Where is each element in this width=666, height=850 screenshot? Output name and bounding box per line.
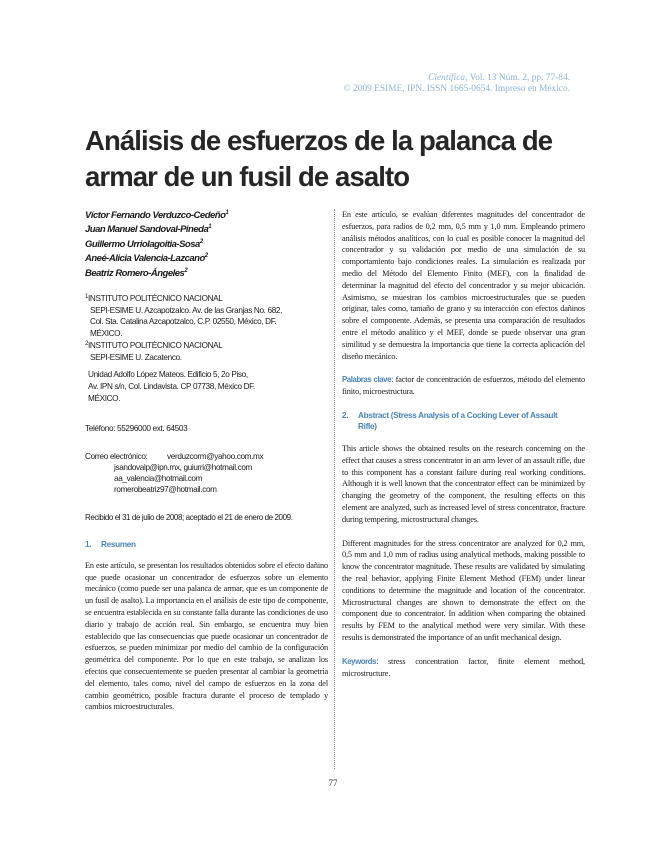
abstract-paragraph-2: Different magnitudes for the stress concentrator are analyzed for 0,2 mm, 0,5 mm and 1,0 mm of radius using analytical methods, making possible to know the concentrator magnitude. These results are validated by simulating the real behavior, applying Finite Element Method (FEM) under linear conditions to determine the magnitude and location of the concentrator. Microstructural changes are shown to demonstrate the effect on the component due to concentrator. In addition when comparing the obtained results by FEM to the analytical method were very similar. With these results is demonstrated the importance of an unfit mechanical design. xyxy=(342,538,585,642)
affiliation-2-line: Av. IPN s/n, Col. Lindavista. CP 07738, México DF. xyxy=(88,381,255,391)
affiliations xyxy=(85,293,328,404)
article-title xyxy=(85,123,585,195)
affiliation-1-line: Col. Sta. Catalina Azcapotzalco, C.P. 02550, México, DF. xyxy=(90,317,277,327)
abstract-heading: 2. Abstract (Stress Analysis of a Cocking Lever of Assault Rifle) xyxy=(342,410,558,432)
palabras-clave-label: Palabras clave: xyxy=(342,375,394,385)
resumen-heading: 1. Resumen xyxy=(85,540,136,550)
right-column xyxy=(342,209,585,679)
palabras-clave xyxy=(342,374,585,398)
email-block xyxy=(85,451,328,495)
email-label: Correo electrónico: xyxy=(85,452,148,462)
resumen-continuation: En este artículo, se evalúan diferentes magnitudes del concentrador de esfuerzos, para radios de 0,2 mm, 0,5 mm y 1,0 mm. Empleando primero análisis métodos analíticos, con lo cual es posible conocer la magnitud del concentrador y su validación por medio de una simulación de su comportamiento bajo condiciones reales. La simulación es realizada por medio del Método del Elemento Finito (MEF), con la finalidad de determinar la magnitud del efecto del concentrador y su mejor ubicación. Asimismo, se muestran los cambios microestructurales que se pueden originar, tales como, tamaño de grano y su interacción con efectos dañinos sobre el componente. Además, se presenta una comparación de resultados entre el método analítico y el MEF, donde se puede observar una gran similitud y se demuestra la importancia que tiene la correcta aplicación del diseño mecánico. xyxy=(342,210,585,361)
title-line-1: Análisis de esfuerzos de la palanca de xyxy=(85,125,553,156)
affiliation-2-line: SEPI-ESIME U. Zacatenco. xyxy=(90,352,182,362)
palabras-clave-text: factor de concentración de esfuerzos, método del elemento finito, microestructura. xyxy=(342,375,585,397)
journal-name: Científica xyxy=(428,73,466,83)
affiliation-2-line: MÉXICO. xyxy=(88,393,121,403)
affiliation-1-line: MÉXICO. xyxy=(90,329,123,339)
title-line-2: armar de un fusil de asalto xyxy=(85,161,410,192)
author: Guillermo Urriolagoitia-Sosa$^2$ xyxy=(85,238,203,250)
journal-issue: , Vol. 13 Núm. 2, pp. 77-84. xyxy=(465,73,570,83)
journal-citation xyxy=(344,73,570,84)
email-link[interactable]: verduzcorm@yahoo.com.mx xyxy=(167,452,264,462)
abstract-paragraph-1: This article shows the obtained results on the research concerning on the effect that causes a stress concentrator in an arm lever of an assault rifle, due to this component has a constant failure during real working conditions. Although it is well known that the concentrator effect can be minimized by changing the geometry of the component, the resulting effects on this element are analyzed, such as increased level of stress concentrator, fracture during tempering, microstructural changes. xyxy=(342,443,585,524)
affiliation-2-line: Unidad Adolfo López Mateos. Edificio 5, 2o Piso, xyxy=(88,370,248,380)
journal-header xyxy=(344,73,570,95)
column-divider xyxy=(334,209,335,769)
telephone: Teléfono: 55296000 ext. 64503 xyxy=(85,424,188,434)
received-dates: Recibido el 31 de julio de 2008; aceptado el 21 de enero de 2009. xyxy=(85,513,293,523)
email-link[interactable]: aa_valencia@hotmail.com xyxy=(114,474,203,484)
journal-copyright: © 2009 ESIME, IPN. ISSN 1665-0654. Impreso en México. xyxy=(343,84,570,94)
email-link[interactable]: jsandovalp@ipn.mx, guiurri@hotmail.com xyxy=(114,463,253,473)
keywords xyxy=(342,656,585,680)
keywords-text: stress concentration factor, finite element method, microstructure. xyxy=(342,656,585,678)
email-link[interactable]: romerobeatriz97@hotmail.com xyxy=(114,485,217,495)
affiliation-1-name: $^1$INSTITUTO POLITÉCNICO NACIONAL xyxy=(85,294,223,304)
author: Víctor Fernando Verduzco-Cedeño$^1$ xyxy=(85,210,229,221)
author: Aneé-Alicia Valencia-Lazcano$^2$ xyxy=(85,253,208,265)
left-column xyxy=(85,209,328,713)
keywords-label: Keywords: xyxy=(342,656,379,666)
resumen-text: En este artículo, se presentan los resultados obtenidos sobre el efecto dañino que puede ocasionar un concentrador de esfuerzos sobre un elemento mecánico (como puede ser una palanca de armar, que es un componente de un fusil de asalto). La importancia en el análisis de este tipo de componente, se encuentra establecida en su constante falla durante las condiciones de uso diario y trabajo de acción real. Sin embargo, se encuentra muy bien establecido que las consecuencias que puede ocasionar un concentrador de esfuerzos, se pueden minimizar por medio del cambio de la configuración geométrica del componente. Por lo que en este trabajo, se analizan los efectos que consecuentemente se pueden presentar al cambiar la geometría del elemento, tales como, nivel del campo de esfuerzos en la zona del cambio geométrico, posible fractura durante el proceso de templado y cambios microestructurales. xyxy=(85,560,328,712)
author-list xyxy=(85,209,328,281)
author: Beatriz Romero-Ángeles$^2$ xyxy=(85,267,188,279)
page-number: 77 xyxy=(328,778,338,788)
affiliation-1-line: SEPI-ESIME U. Azcapotzalco. Av. de las Granjas No. 682, xyxy=(90,305,283,315)
author: Juan Manuel Sandoval-Pineda$^1$ xyxy=(85,224,212,236)
affiliation-2-name: $^2$INSTITUTO POLITÉCNICO NACIONAL xyxy=(85,340,223,350)
